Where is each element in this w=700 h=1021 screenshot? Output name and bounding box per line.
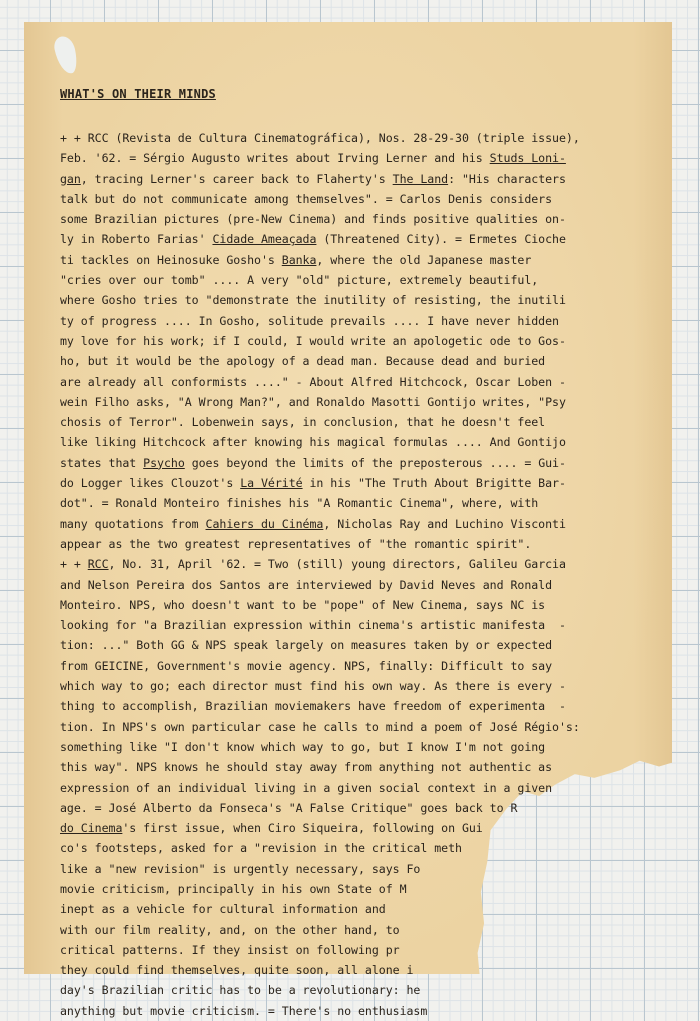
text-line xyxy=(60,493,660,513)
text-line xyxy=(60,737,660,757)
text-segment: my love for his work; if I could, I would write an apologetic ode to Gos- xyxy=(60,333,566,348)
text-line xyxy=(60,859,660,879)
underlined-title: gan xyxy=(60,171,81,186)
text-line xyxy=(60,412,660,432)
text-segment: + + RCC (Revista de Cultura Cinematográfica), Nos. 28-29-30 (triple issue), xyxy=(60,131,580,145)
text-line xyxy=(60,169,660,189)
text-segment: chosis of Terror". Lobenwein says, in conclusion, that he doesn't feel xyxy=(60,415,546,430)
text-segment: which way to go; each director must find his own way. As there is every - xyxy=(60,679,566,694)
text-segment: Feb. '62. = Sérgio Augusto writes about Irving Lerner and his xyxy=(60,151,490,166)
text-segment: critical patterns. If they insist on following pr xyxy=(60,942,400,957)
text-segment: ho, but it would be the apology of a dead man. Because dead and buried xyxy=(60,354,546,369)
text-line xyxy=(60,635,660,655)
text-line xyxy=(60,209,660,229)
text-line xyxy=(60,615,660,635)
text-segment: states that xyxy=(60,455,144,470)
text-line xyxy=(60,838,660,858)
underlined-title: Studs Loni- xyxy=(489,151,566,166)
text-line xyxy=(60,778,660,798)
text-line xyxy=(60,128,660,148)
text-line xyxy=(60,432,660,452)
text-segment: "cries over our tomb" .... A very "old" picture, extremely beautiful, xyxy=(60,273,539,288)
text-line xyxy=(60,392,660,412)
text-segment: (Threatened City). = Ermetes Cioche xyxy=(316,232,566,247)
text-segment: , No. 31, April '62. = Two (still) young directors, Galileu Garcia xyxy=(108,557,566,572)
text-segment: : "His characters xyxy=(448,171,566,186)
text-segment: 's first issue, when Ciro Siqueira, following on Gui xyxy=(122,821,483,836)
text-segment: appear as the two greatest representatives of "the romantic spirit". xyxy=(60,536,532,551)
text-segment: many quotations from xyxy=(60,516,206,531)
text-segment: looking for "a Brazilian expression within cinema's artistic manifesta - xyxy=(60,618,566,633)
text-line xyxy=(60,940,660,960)
text-segment: inept as a vehicle for cultural information and xyxy=(60,902,386,917)
text-line xyxy=(60,656,660,676)
text-line xyxy=(60,920,660,940)
text-segment: tion: ..." Both GG & NPS speak largely on measures taken by or expected xyxy=(60,638,553,653)
underlined-title: Psycho xyxy=(143,455,185,470)
text-segment: do Logger likes Clouzot's xyxy=(60,476,241,491)
text-segment: like liking Hitchcock after knowing his magical formulas .... And Gontijo xyxy=(60,435,566,450)
text-line xyxy=(60,534,660,554)
underlined-title: Cahiers du Cinéma xyxy=(205,516,324,531)
text-line xyxy=(60,311,660,331)
text-segment: co's footsteps, asked for a "revision in the critical meth xyxy=(60,841,462,856)
text-line xyxy=(60,331,660,351)
text-segment: talk but do not communicate among themselves". = Carlos Denis considers xyxy=(60,191,553,206)
text-line xyxy=(60,148,660,168)
text-line xyxy=(60,757,660,777)
text-line xyxy=(60,290,660,310)
text-line xyxy=(60,189,660,209)
text-line xyxy=(60,980,660,1000)
text-segment: are already all conformists ...." - About Alfred Hitchcock, Oscar Loben - xyxy=(60,374,566,389)
text-segment: wein Filho asks, "A Wrong Man?", and Ronaldo Masotti Gontijo writes, "Psy xyxy=(60,394,566,409)
text-line xyxy=(60,676,660,696)
text-line xyxy=(60,798,660,818)
text-segment: , Nicholas Ray and Luchino Visconti xyxy=(323,516,566,531)
text-segment: like a "new revision" is urgently necessary, says Fo xyxy=(60,861,421,876)
text-line xyxy=(60,899,660,919)
text-line xyxy=(60,960,660,980)
text-line xyxy=(60,453,660,473)
text-segment: tion. In NPS's own particular case he calls to mind a poem of José Régio's: xyxy=(60,719,580,734)
text-segment: some Brazilian pictures (pre-New Cinema) and finds positive qualities on- xyxy=(60,212,566,227)
text-line xyxy=(60,818,660,838)
text-segment: ti tackles on Heinosuke Gosho's xyxy=(60,252,282,267)
document-body xyxy=(60,128,660,1021)
text-segment: from GEICINE, Government's movie agency. NPS, finally: Difficult to say xyxy=(60,658,553,673)
text-line xyxy=(60,575,660,595)
text-line xyxy=(60,250,660,270)
underlined-title: Banka xyxy=(281,252,317,267)
text-line xyxy=(60,595,660,615)
text-segment: they could find themselves, quite soon, all alone i xyxy=(60,963,414,978)
text-segment: , where the old Japanese master xyxy=(316,252,532,267)
text-line xyxy=(60,270,660,290)
underlined-title: La Vérité xyxy=(240,476,303,491)
underlined-title: RCC xyxy=(87,557,109,572)
text-segment: something like "I don't know which way to go, but I know I'm not going xyxy=(60,739,546,754)
text-segment: and Nelson Pereira dos Santos are interviewed by David Neves and Ronald xyxy=(60,577,553,592)
text-segment: this way". NPS knows he should stay away from anything not authentic as xyxy=(60,760,553,775)
underlined-title: Cidade Ameaçada xyxy=(212,232,317,247)
text-line xyxy=(60,879,660,899)
text-segment: thing to accomplish, Brazilian moviemakers have freedom of experimenta - xyxy=(60,699,566,714)
text-line xyxy=(60,696,660,716)
text-line xyxy=(60,514,660,534)
text-segment: ly in Roberto Farias' xyxy=(60,232,213,247)
text-segment: in his "The Truth About Brigitte Bar- xyxy=(302,476,566,491)
text-segment: Monteiro. NPS, who doesn't want to be "pope" of New Cinema, says NC is xyxy=(60,597,546,612)
underlined-title: do Cinema xyxy=(60,821,123,836)
text-line xyxy=(60,473,660,493)
text-segment: + + xyxy=(60,557,88,572)
text-segment: day's Brazilian critic has to be a revolutionary: he xyxy=(60,983,421,998)
text-line xyxy=(60,229,660,249)
text-segment: expression of an individual living in a given social context in a given xyxy=(60,780,553,795)
text-segment: , tracing Lerner's career back to Flaherty's xyxy=(80,171,393,186)
text-line xyxy=(60,372,660,392)
underlined-title: The Land xyxy=(392,171,449,186)
text-segment: with our film reality, and, on the other hand, to xyxy=(60,922,400,937)
text-segment: goes beyond the limits of the preposterous .... = Gui- xyxy=(184,455,566,470)
text-segment: dot". = Ronald Monteiro finishes his "A Romantic Cinema", where, with xyxy=(60,496,539,511)
typed-document xyxy=(60,84,660,1021)
text-line xyxy=(60,554,660,574)
document-heading: WHAT'S ON THEIR MINDS xyxy=(60,87,216,101)
text-segment: ty of progress .... In Gosho, solitude prevails .... I have never hidden xyxy=(60,313,559,328)
text-segment: anything but movie criticism. = There's no enthusiasm xyxy=(60,1003,428,1018)
text-segment: age. = José Alberto da Fonseca's "A False Critique" goes back to R xyxy=(60,800,518,815)
text-segment: where Gosho tries to "demonstrate the inutility of resisting, the inutili xyxy=(60,293,566,308)
text-line xyxy=(60,717,660,737)
text-segment: movie criticism, principally in his own State of M xyxy=(60,881,407,896)
text-line xyxy=(60,351,660,371)
